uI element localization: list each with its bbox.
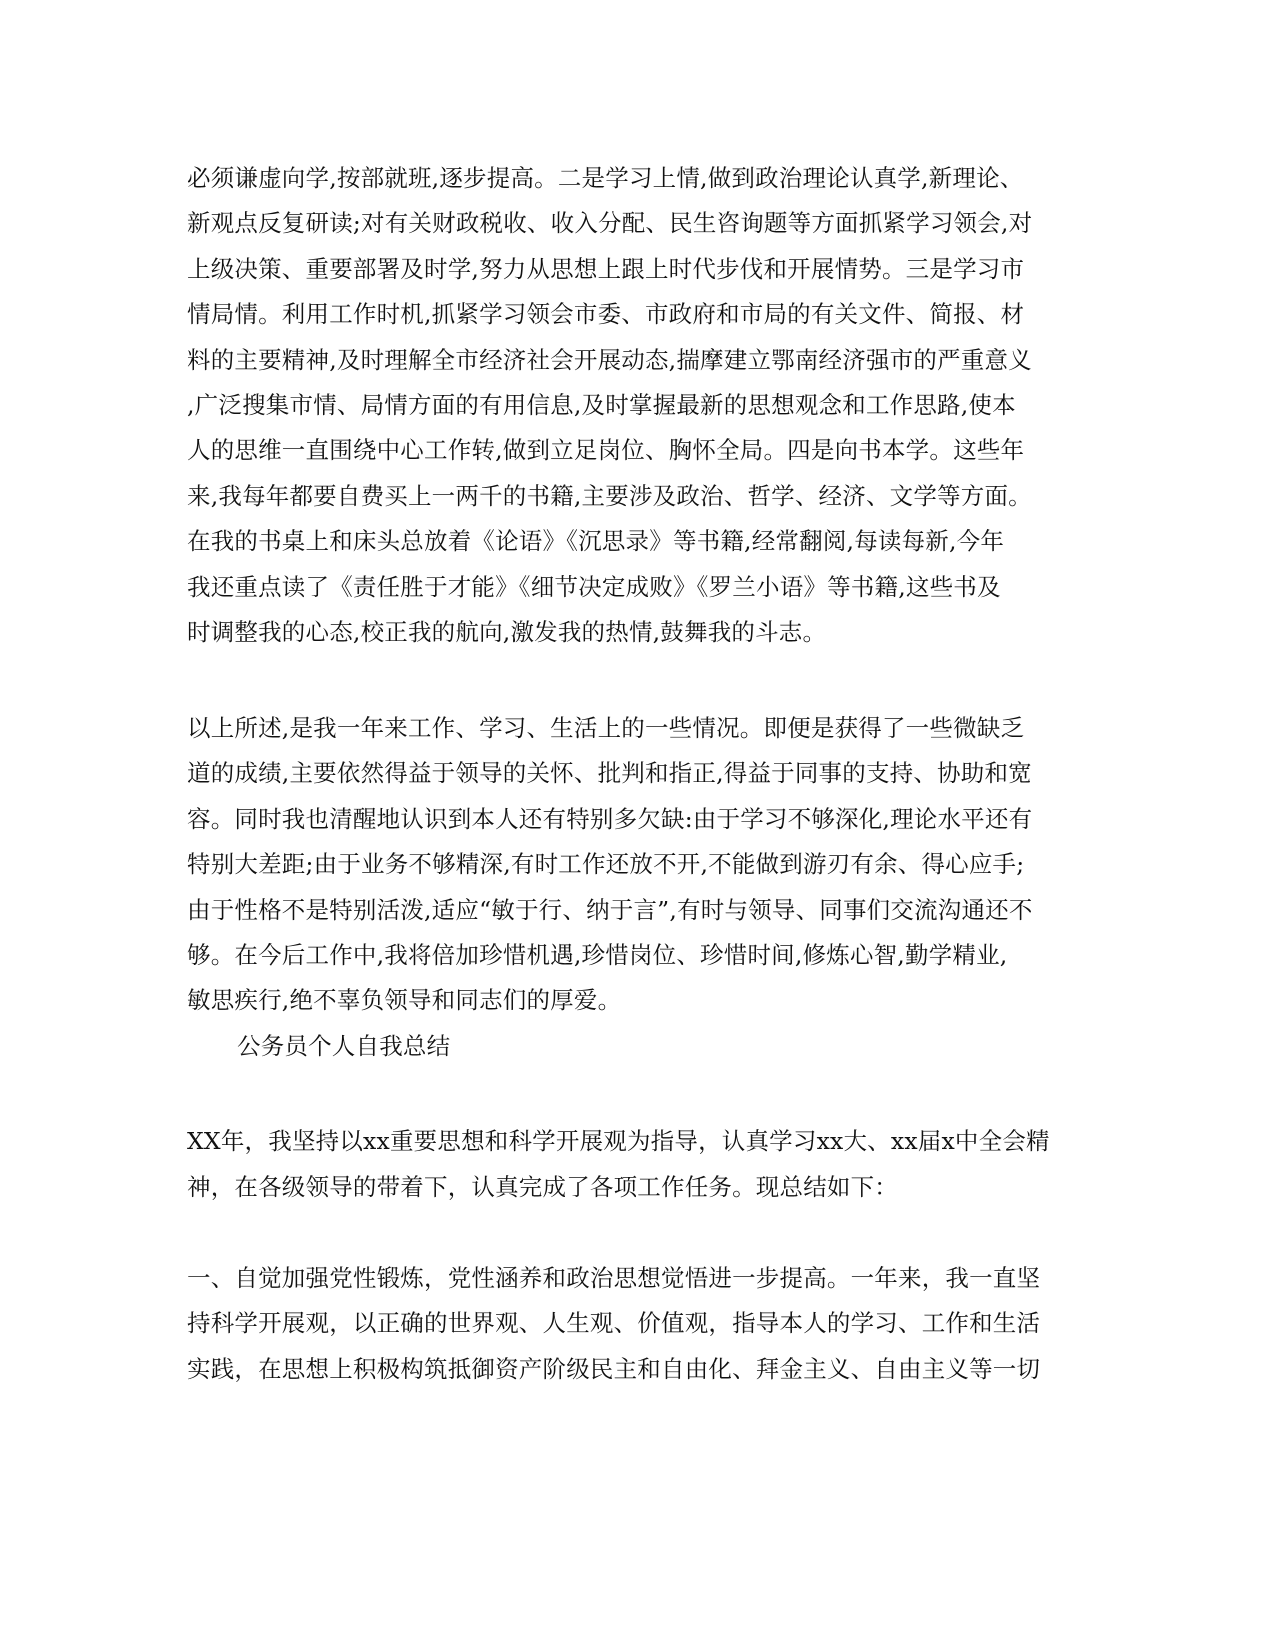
paragraph-line: 由于性格不是特别活泼,适应“敏于行、纳于言”,有时与领导、同事们交流沟通还不 bbox=[187, 896, 1033, 924]
paragraph-line: 新观点反复研读;对有关财政税收、收入分配、民生咨询题等方面抓紧学习领会,对 bbox=[187, 209, 1033, 237]
paragraph-line: XX年，我坚持以xx重要思想和科学开展观为指导，认真学习xx大、xx届x中全会精 bbox=[187, 1127, 1050, 1155]
paragraph-line: 我还重点读了《责任胜于才能》《细节决定成败》《罗兰小语》等书籍,这些书及 bbox=[187, 573, 1001, 601]
paragraph-line: 够。在今后工作中,我将倍加珍惜机遇,珍惜岗位、珍惜时间,修炼心智,勤学精业, bbox=[187, 941, 1008, 969]
paragraph-line: 神，在各级领导的带着下，认真完成了各项工作任务。现总结如下： bbox=[187, 1173, 898, 1201]
paragraph-line: 敏思疾行,绝不辜负领导和同志们的厚爱。 bbox=[187, 986, 622, 1014]
paragraph-line: 一、自觉加强党性锻炼，党性涵养和政治思想觉悟进一步提高。一年来，我一直坚 bbox=[187, 1264, 1041, 1292]
paragraph-line: 上级决策、重要部署及时学,努力从思想上跟上时代步伐和开展情势。三是学习市 bbox=[187, 255, 1025, 283]
paragraph-line: 情局情。利用工作时机,抓紧学习领会市委、市政府和市局的有关文件、简报、材 bbox=[187, 300, 1025, 328]
paragraph-line: 在我的书桌上和床头总放着《论语》《沉思录》等书籍,经常翻阅,每读每新,今年 bbox=[187, 527, 1005, 555]
paragraph-line: 以上所述,是我一年来工作、学习、生活上的一些情况。即便是获得了一些微缺乏 bbox=[187, 714, 1025, 742]
paragraph-line: 持科学开展观，以正确的世界观、人生观、价值观，指导本人的学习、工作和生活 bbox=[187, 1309, 1041, 1337]
paragraph-line: 来,我每年都要自费买上一两千的书籍,主要涉及政治、哲学、经济、文学等方面。 bbox=[187, 482, 1032, 510]
paragraph-line: 时调整我的心态,校正我的航向,激发我的热情,鼓舞我的斗志。 bbox=[187, 618, 827, 646]
paragraph-line: ,广泛搜集市情、局情方面的有用信息,及时掌握最新的思想观念和工作思路,使本 bbox=[187, 391, 1016, 419]
paragraph-line: 料的主要精神,及时理解全市经济社会开展动态,揣摩建立鄂南经济强市的严重意义 bbox=[187, 346, 1032, 374]
paragraph-line: 容。同时我也清醒地认识到本人还有特别多欠缺:由于学习不够深化,理论水平还有 bbox=[187, 805, 1033, 833]
paragraph-line: 必须谦虚向学,按部就班,逐步提高。二是学习上情,做到政治理论认真学,新理论、 bbox=[187, 164, 1024, 192]
paragraph-line: 人的思维一直围绕中心工作转,做到立足岗位、胸怀全局。四是向书本学。这些年 bbox=[187, 436, 1025, 464]
section-heading: 公务员个人自我总结 bbox=[237, 1032, 451, 1060]
paragraph-line: 道的成绩,主要依然得益于领导的关怀、批判和指正,得益于同事的支持、协助和宽 bbox=[187, 759, 1032, 787]
paragraph-line: 实践，在思想上积极构筑抵御资产阶级民主和自由化、拜金主义、自由主义等一切 bbox=[187, 1355, 1041, 1383]
paragraph-line: 特别大差距;由于业务不够精深,有时工作还放不开,不能做到游刃有余、得心应手; bbox=[187, 850, 1025, 878]
